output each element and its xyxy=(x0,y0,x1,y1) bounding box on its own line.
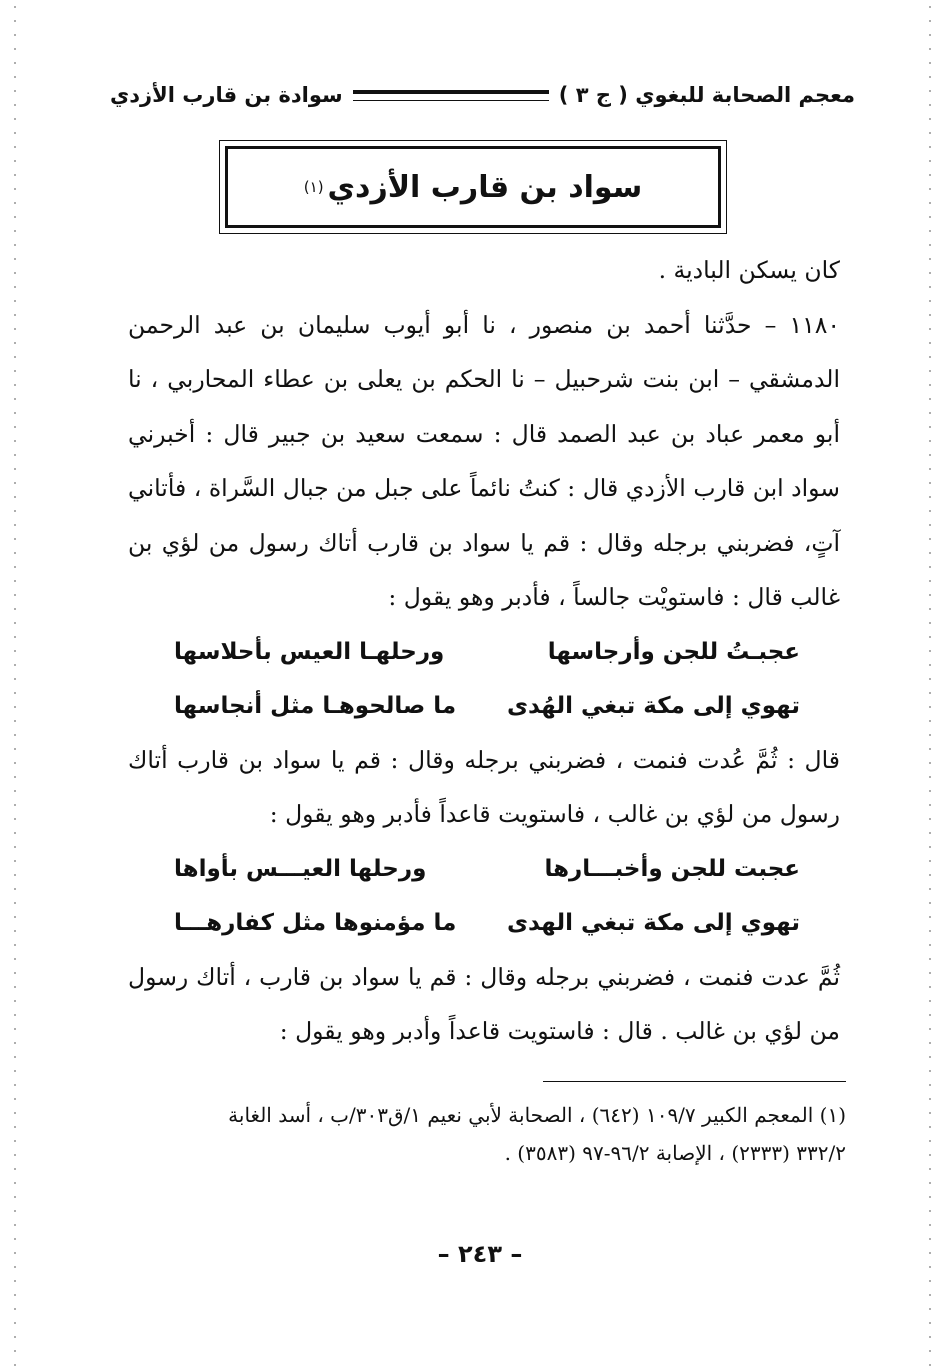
header-running-title: سوادة بن قارب الأزدي xyxy=(110,83,343,107)
chapter-title: سواد بن قارب الأزدي xyxy=(327,169,643,205)
chapter-title-note-ref: (١) xyxy=(303,178,324,196)
intro-line: كان يسكن البادية . xyxy=(658,256,840,284)
poem-verse xyxy=(128,625,840,679)
page-header xyxy=(110,78,855,112)
main-text xyxy=(128,240,840,1059)
verse-first-hemistich: عجبت للجن وأخبـــارها xyxy=(544,855,800,882)
hadith-paragraph: ١١٨٠ – حدَّثنا أحمد بن منصور ، نا أبو أيوب سليمان بن عبد الرحمن الدمشقي – ابن بنت شرحبيل – نا الحكم بن يعلى بن عطاء المحاربي ، نا أبو معمر عباد بن عبد الصمد قال : سمعت سعيد بن جبير قال : أخبرني سواد ابن قارب الأزدي قال : كنتُ نائماً على جبل من جبال السَّراة ، فأتاني آتٍ، فضربني برجله وقال : قم يا سواد بن قارب أتاك رسول من لؤي بن غالب قال : فاستويْت جالساً ، فأدبر وهو يقول : xyxy=(128,310,840,611)
verse-second-hemistich: ورحلها العيـــس بأواها xyxy=(174,855,427,882)
chapter-title-box xyxy=(219,140,727,234)
footnote-divider xyxy=(543,1081,846,1082)
verse-second-hemistich: ما صالحوهـا مثل أنجاسها xyxy=(174,692,457,719)
hadith-paragraph: قال : ثُمَّ عُدت فنمت ، فضربني برجله وقال : قم يا سواد بن قارب أتاك رسول من لؤي بن غالب ، فاستويت قاعداً فأدبر وهو يقول : xyxy=(128,745,840,828)
poem-verse xyxy=(128,842,840,896)
footnote-line: ٣٣٢/٢ (٢٣٣٣) ، الإصابة ٩٦/٢-٩٧ (٣٥٨٣) . xyxy=(504,1141,846,1165)
scan-dots-right xyxy=(929,0,931,1367)
page-number: – ٢٤٣ – xyxy=(437,1240,523,1268)
verse-second-hemistich: ورحلهـا العيس بأحلاسها xyxy=(174,638,445,665)
header-book-title: معجم الصحابة للبغوي ( ج ٣ ) xyxy=(558,83,855,107)
footnote xyxy=(128,1096,846,1172)
poem-verse xyxy=(128,896,840,950)
hadith-paragraph: ثُمَّ عدت فنمت ، فضربني برجله وقال : قم يا سواد بن قارب ، أتاك رسول من لؤي بن غالب . قال : فاستويت قاعداً وأدبر وهو يقول : xyxy=(128,962,840,1045)
scan-dots-left xyxy=(14,0,16,1367)
verse-first-hemistich: تهوي إلى مكة تبغي الهُدى xyxy=(506,692,800,719)
poem-verse xyxy=(128,679,840,733)
footnote-line: (١) المعجم الكبير ١٠٩/٧ (٦٤٢) ، الصحابة لأبي نعيم ١/ق٣٠٣/ب ، أسد الغابة xyxy=(228,1103,846,1127)
chapter-title-frame xyxy=(225,146,721,228)
verse-first-hemistich: تهوي إلى مكة تبغي الهدى xyxy=(506,909,800,936)
verse-second-hemistich: ما مؤمنوها مثل كفارهـــا xyxy=(174,909,457,936)
verse-first-hemistich: عجبـتُ للجن وأرجاسها xyxy=(547,638,800,665)
header-rule xyxy=(353,90,549,101)
